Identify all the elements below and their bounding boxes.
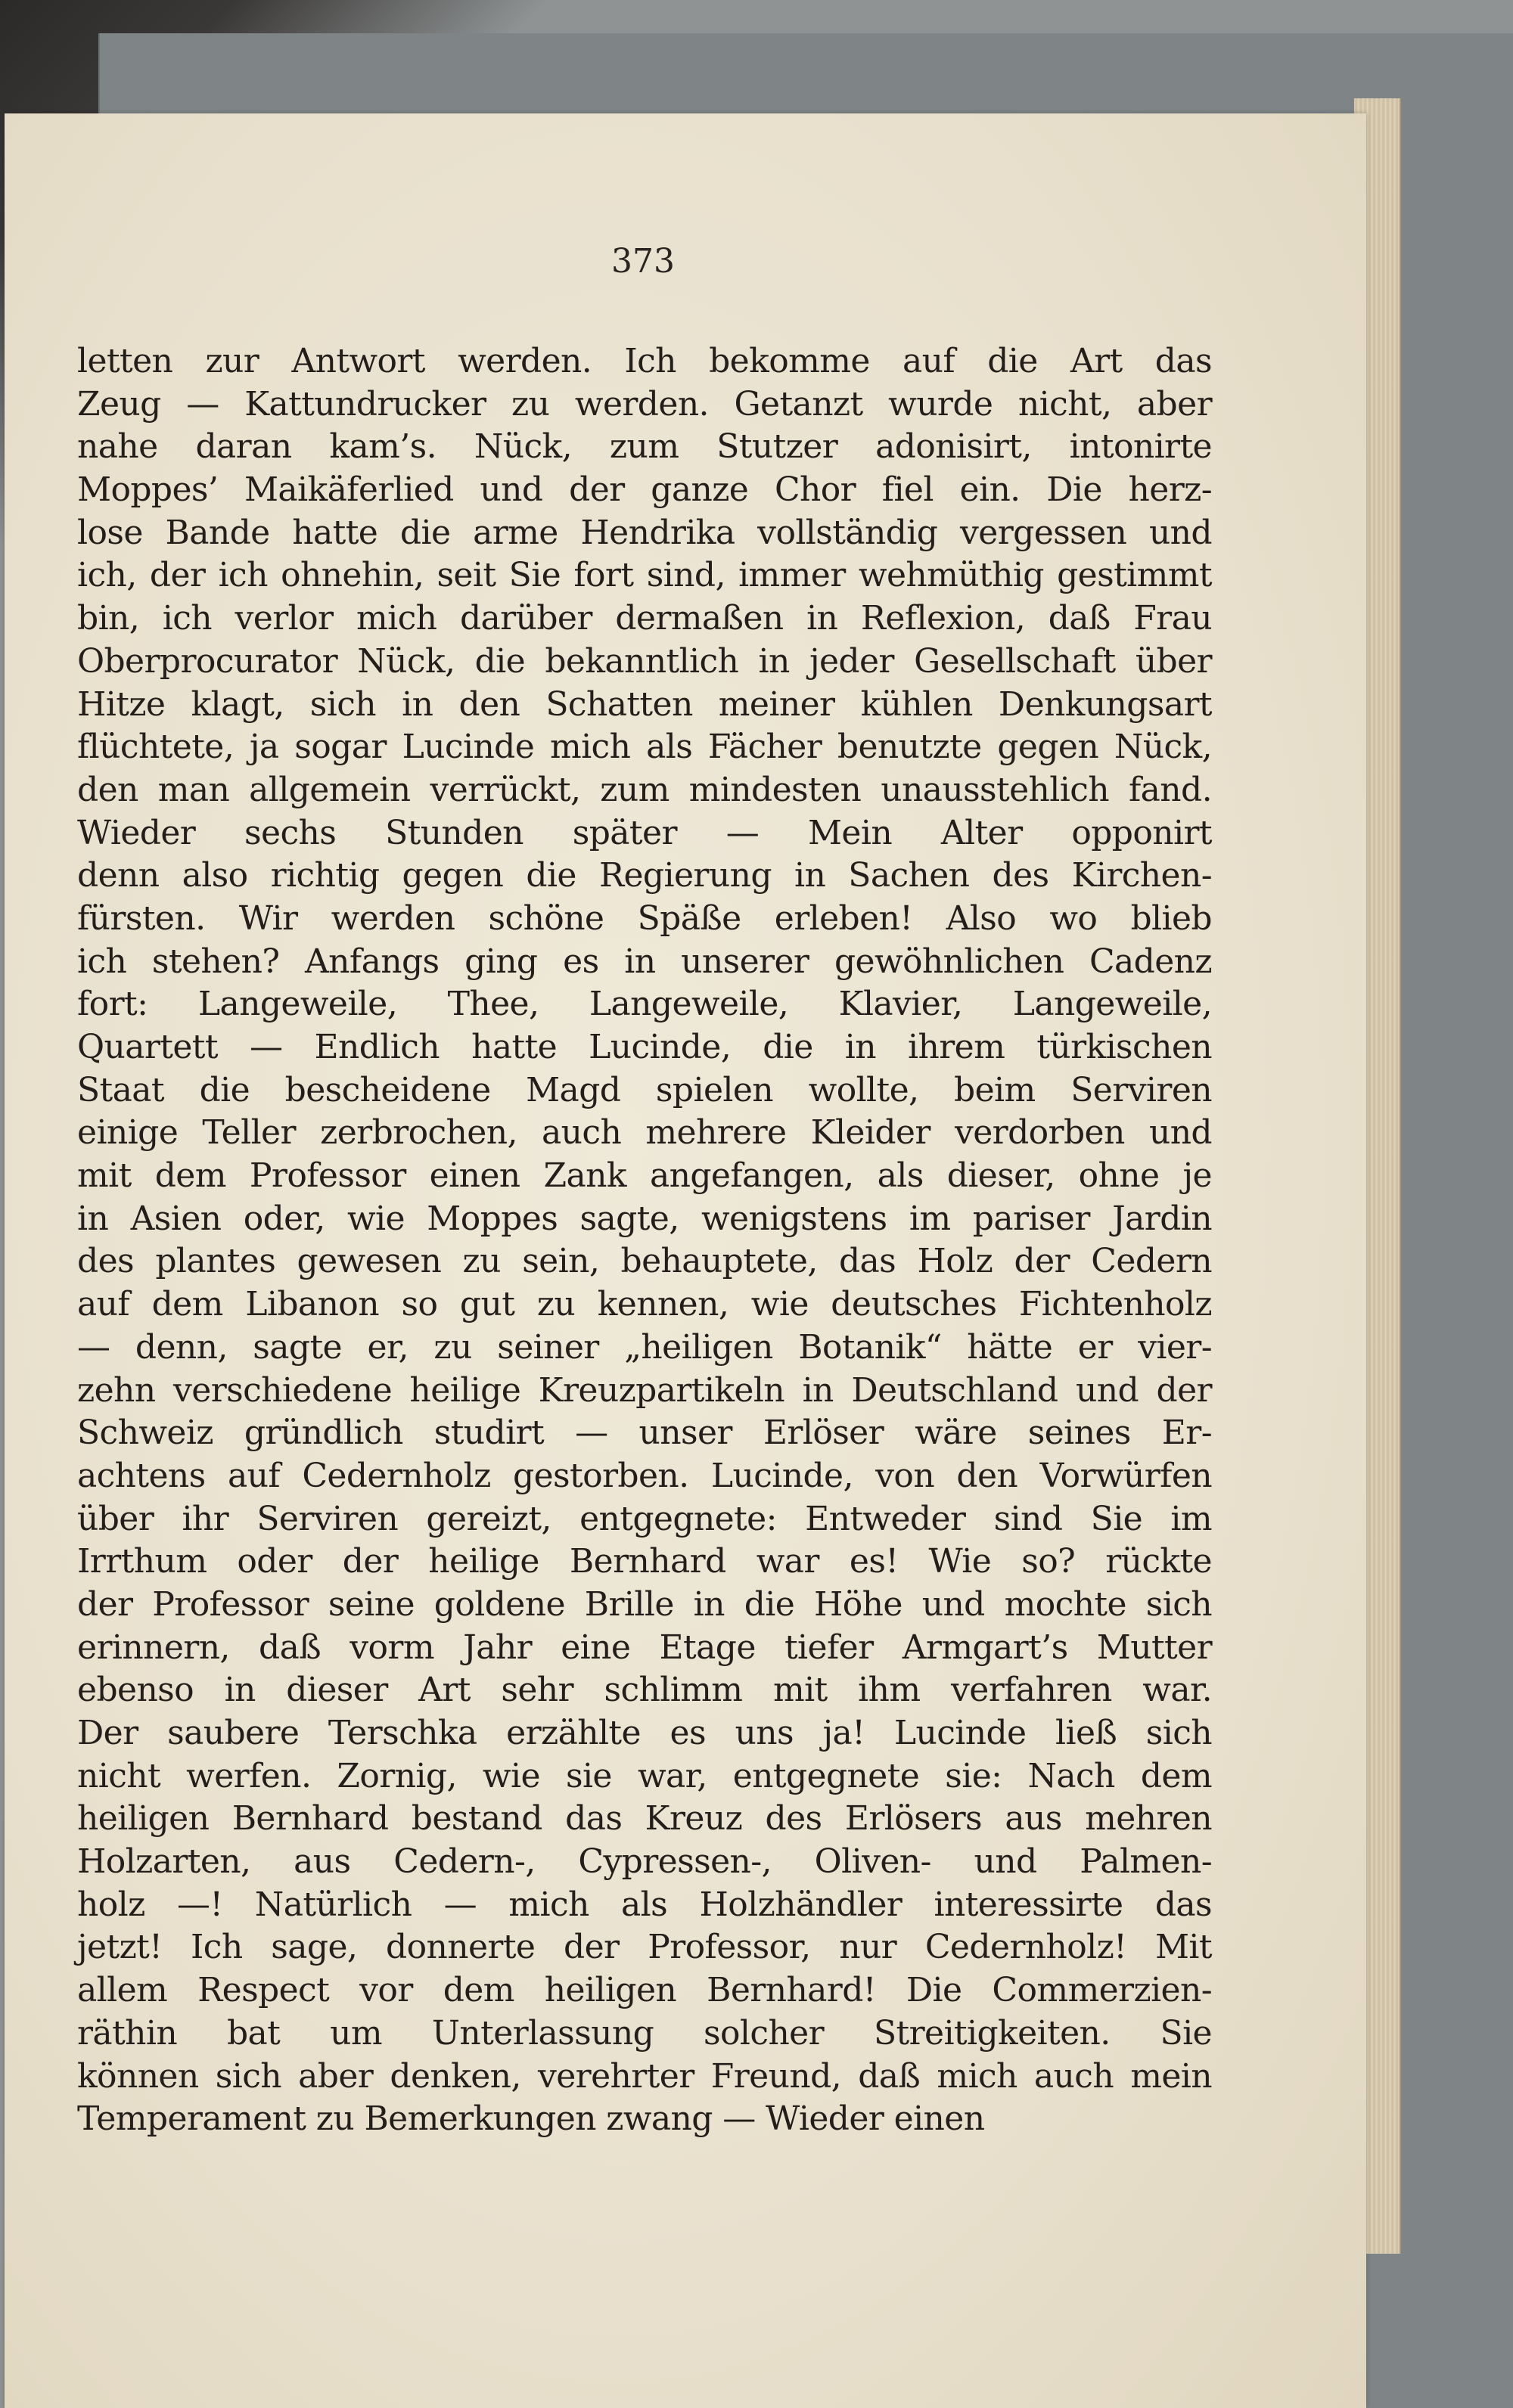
text-line: Staat die bescheidene Magd spielen wollte, beim Serviren (77, 1070, 1212, 1109)
text-line: Hitze klagt, sich in den Schatten meiner kühlen Denkungsart (77, 684, 1212, 724)
text-line: lose Bande hatte die arme Hendrika vollständig vergessen und (77, 513, 1212, 552)
page-text (77, 340, 1212, 2141)
text-line: einige Teller zerbrochen, auch mehrere Kleider verdorben und (77, 1113, 1212, 1153)
text-line: jetzt! Ich sage, donnerte der Professor, nur Cedernholz! Mit (77, 1928, 1212, 1967)
text-line: allem Respect vor dem heiligen Bernhard! Die Commerzien- (77, 1971, 1212, 2010)
text-line: Irrthum oder der heilige Bernhard war es! Wie so? rückte (77, 1542, 1212, 1581)
text-line: den man allgemein verrückt, zum mindesten unausstehlich fand. (77, 770, 1212, 809)
text-line: fort: Langeweile, Thee, Langeweile, Klavier, Langeweile, (77, 985, 1212, 1024)
text-line: denn also richtig gegen die Regierung in Sachen des Kirchen- (77, 856, 1212, 895)
text-line: bin, ich verlor mich darüber dermaßen in Reflexion, daß Frau (77, 599, 1212, 638)
text-line: achtens auf Cedernholz gestorben. Lucinde, von den Vorwürfen (77, 1456, 1212, 1495)
text-line: heiligen Bernhard bestand das Kreuz des Erlösers aus mehren (77, 1799, 1212, 1839)
text-line: Wieder sechs Stunden später — Mein Alter opponirt (77, 813, 1212, 852)
page-number: 373 (611, 242, 675, 281)
text-line: ebenso in dieser Art sehr schlimm mit ihm verfahren war. (77, 1671, 1212, 1710)
text-line: Holzarten, aus Cedern-, Cypressen-, Oliven- und Palmen- (77, 1842, 1212, 1882)
text-line: Schweiz gründlich studirt — unser Erlöser wäre seines Er- (77, 1413, 1212, 1453)
text-line: in Asien oder, wie Moppes sagte, wenigstens im pariser Jardin (77, 1199, 1212, 1238)
text-line: können sich aber denken, verehrter Freund, daß mich auch mein (77, 2056, 1212, 2096)
text-line: fürsten. Wir werden schöne Späße erleben! Also wo blieb (77, 898, 1212, 938)
text-line: mit dem Professor einen Zank angefangen, als dieser, ohne je (77, 1156, 1212, 1196)
text-line: nicht werfen. Zornig, wie sie war, entgegnete sie: Nach dem (77, 1756, 1212, 1795)
text-line: über ihr Serviren gereizt, entgegnete: Entweder sind Sie im (77, 1499, 1212, 1538)
text-line: auf dem Libanon so gut zu kennen, wie deutsches Fichtenholz (77, 1285, 1212, 1324)
text-line: der Professor seine goldene Brille in die Höhe und mochte sich (77, 1584, 1212, 1624)
text-line: Temperament zu Bemerkungen zwang — Wieder einen (77, 2099, 985, 2139)
text-line: holz —! Natürlich — mich als Holzhändler interessirte das (77, 1885, 1212, 1924)
text-line: flüchtete, ja sogar Lucinde mich als Fächer benutzte gegen Nück, (77, 728, 1212, 767)
text-line: Quartett — Endlich hatte Lucinde, die in ihrem türkischen (77, 1028, 1212, 1066)
text-line: zehn verschiedene heilige Kreuzpartikeln in Deutschland und der (77, 1370, 1212, 1410)
text-line: ich, der ich ohnehin, seit Sie fort sind, immer wehmüthig gestimmt (77, 556, 1212, 595)
text-line: erinnern, daß vorm Jahr eine Etage tiefer Armgart’s Mutter (77, 1628, 1212, 1667)
text-line: Moppes’ Maikäferlied und der ganze Chor fiel ein. Die herz- (77, 470, 1212, 510)
text-line: des plantes gewesen zu sein, behauptete, das Holz der Cedern (77, 1242, 1212, 1281)
text-line: Oberprocurator Nück, die bekanntlich in jeder Gesellschaft über (77, 641, 1212, 681)
text-line: Der saubere Terschka erzählte es uns ja! Lucinde ließ sich (77, 1714, 1212, 1752)
text-line: letten zur Antwort werden. Ich bekomme auf die Art das (77, 342, 1212, 380)
text-line: nahe daran kam’s. Nück, zum Stutzer adonisirt, intonirte (77, 427, 1212, 467)
text-line: ich stehen? Anfangs ging es in unserer gewöhnlichen Cadenz (77, 942, 1212, 981)
text-line: räthin bat um Unterlassung solcher Streitigkeiten. Sie (77, 2013, 1212, 2053)
text-line: — denn, sagte er, zu seiner „heiligen Botanik“ hätte er vier- (77, 1327, 1212, 1367)
text-line: Zeug — Kattundrucker zu werden. Getanzt wurde nicht, aber (77, 384, 1212, 424)
